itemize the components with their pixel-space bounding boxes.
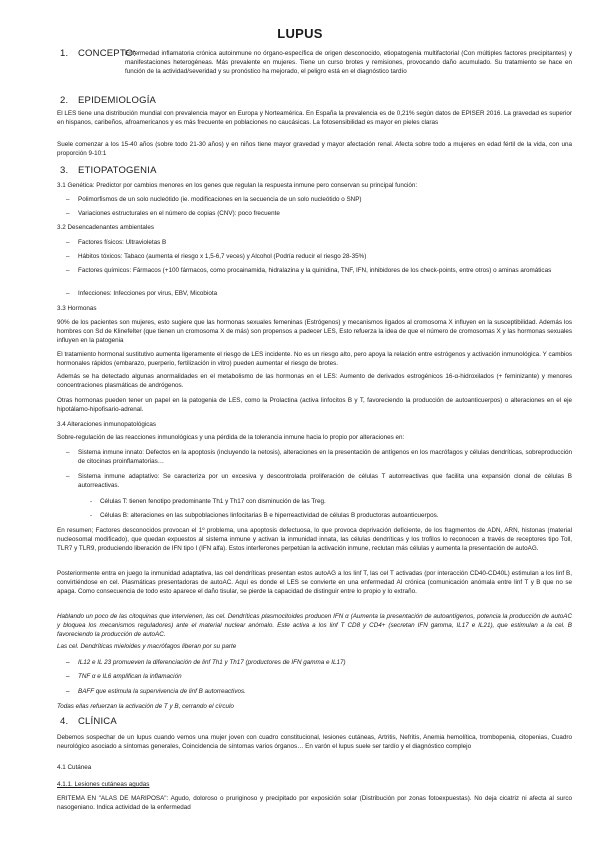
list-item: – TNF α e IL6 amplifican la inflamación xyxy=(78,673,572,682)
hormonas-paragraph-3: Además se ha detectado algunas anormalidades en el metabolismo de las hormonas en el LES: Aumento de derivados estrogénicos 16-α-hidroxilados (+ feminizante) y menores concentraciones plasmáticas de andrógenos. xyxy=(57,373,572,389)
section-3-heading: 3. ETIOPATOGENIA xyxy=(60,165,157,176)
inmuno-intro: Sobre-regulación de las reacciones inmunológicas y una pérdida de la tolerancia inmune hacia lo propio por alteraciones en: xyxy=(57,434,405,441)
section-1-text: Enfermedad inflamatoria crónica autoinmune no órgano-específica de origen desconocido, etiopatogenia multifactorial (Con múltiples factores precipitantes) y manifestaciones heterogéneas. Más prevalente en mujeres. Tiene un curso brotes y remisiones, provocando daño acumulado. Su tratamiento se hace en función de la actividad/severidad y su pronóstico ha mejorado, el peligro está en el diagnóstico tardío xyxy=(125,50,572,75)
list-item: – BAFF que estimula la supervivencia de linf B autorreactivos. xyxy=(78,688,572,697)
list-item: – Infecciones: Infecciones por virus, EBV, Micobiota xyxy=(78,290,572,299)
inmuno-resumen: En resumen; Factores desconocidos provocan el 1º problema, una apoptosis defectuosa, lo que provoca deprivación deficiente, de los fragmentos de ADN, ARN, histonas (material nucleosomal modificado), que quedan expuestos al sistema inmune y activan la inmunidad innata, las células dendríticas y los trofilos lo reconocen a través de receptores tipo Toll, TLR7 y TLR9, produciendo liberación de IFN tipo I (IFN alfa). Estos interferones perpetúan la activación inmune, reclutan más células y aumenta la presentación de autoAG. xyxy=(57,527,572,552)
list-item: – Hábitos tóxicos: Tabaco (aumenta el riesgo x 1,5-6,7 veces) y Alcohol (Podría reducir el riesgo 28-35%) xyxy=(78,253,572,262)
section-2-paragraph-1: El LES tiene una distribución mundial con prevalencia mayor en Europa y Norteamérica. En España la prevalencia es de 0,21% según datos de EPISER 2016. La gravedad es superior en hispanos, caribeños, afroamericanos y es más frecuente en poblaciones no caucásicas. La fotosensibilidad es mayor en pieles claras xyxy=(57,110,572,126)
list-item: – Sistema inmune innato: Defectos en la apoptosis (incluyendo la netosis), alteraciones en la presentación de antígenos en los macrófagos y células dendríticas, sobreproducción de citocinas proinflamatorias… xyxy=(78,449,572,467)
eritema-paragraph: ERITEMA EN "ALAS DE MARIPOSA": Agudo, doloroso o pruriginoso y precipitado por exposición solar (Distribución por zonas fotoexpuestas). No deja cicatriz ni afecta al surco nasogeniano. Indica actividad de la enfermedad xyxy=(57,795,572,811)
subsection-lesiones-agudas: 4.1.1. Lesiones cutáneas agudas xyxy=(57,781,150,788)
subsection-genetica: 3.1 Genética: Predictor por cambios menores en los genes que regulan la respuesta inmune pero conservan su principal función: xyxy=(57,182,418,189)
section-1-heading: 1. CONCEPTO: xyxy=(60,48,137,59)
subsection-inmunopatologicas: 3.4 Alteraciones inmunopatológicas xyxy=(57,421,157,428)
section-4-heading: 4. CLÍNICA xyxy=(60,716,117,727)
inmuno-cierre: Todas ellas refuerzan la activación de T y B, cerrando el círculo xyxy=(57,703,234,710)
section-2-heading: 2. EPIDEMIOLOGÍA xyxy=(60,95,157,106)
list-item: – Factores físicos: Ultravioletas B xyxy=(78,239,572,248)
list-item: – Polimorfismos de un solo nucleótido (ie. modificaciones en la secuencia de un solo nucleótido o SNP) xyxy=(78,196,572,205)
inmuno-mieloides: Las cel. Dendríticas mieloides y macrófagos liberan por su parte xyxy=(57,643,237,650)
list-item: – Sistema inmune adaptativo: Se caracteriza por un excesiva y descontrolada proliferación de células T autorreactivas que facilita una expansión clonal de células B autorreactivas. xyxy=(78,473,572,491)
subsection-ambientales: 3.2 Desencadenantes ambientales xyxy=(57,224,154,231)
clinica-paragraph: Debemos sospechar de un lupus cuando vemos una mujer joven con cuadro constitucional, lesiones cutáneas, Artritis, Nefritis, Anemia hemolítica, trombopenia, citopenias, Cuadro neurológico asociado a síntomas generales, Coincidencia de síntomas varios órganos… En varón el lupus suele ser tardío y el diagnóstico complejo xyxy=(57,734,572,750)
inmuno-citoquinas: Hablando un poco de las citoquinas que intervienen, las cel. Dendríticas plasmocitoides producen IFN α (Aumenta la presentación de autoantígenos, potencia la producción de autoAC y bloquea los mecanismos reguladores) ante el material nuclear anómalo. Este activa a los linf T CD8 y CD4+ (secretan IFN gamma, IL17 e IL21), que estimulan a la cel. B favoreciendo la producción de autoAC. xyxy=(57,613,572,638)
inmuno-adaptativa: Posteriormente entra en juego la inmunidad adaptativa, las cel dendríticas presentan estos autoAG a los linf T, las cel T activadas (por interacción CD40-CD40L) estimulan a los linf B, convirtiéndose en cel. Plasmáticas presentadoras de autoAC. Aquí es donde el LES se convierte en una enfermedad AI crónica (comunicación anómala entre linf T y B que no se apaga. Como consecuencia de todo esto aparece el daño tisular, se pierde la capacidad de distinguir entre lo propio y lo extraño. xyxy=(57,570,572,595)
hormonas-paragraph-1: 90% de los pacientes son mujeres, esto sugiere que las hormonas sexuales femeninas (Estrógenos) y mecanismos ligados al cromosoma X influyen en la susceptibilidad. Además los hombres con Sd de Klinefelter (que tienen un cromosoma X de más) son propensos a padecer LES, Esto refuerza la idea de que el número de cromosomas X y las hormonas sexuales influyen en la patogenia xyxy=(57,319,572,344)
list-item: – Variaciones estructurales en el número de copias (CNV): poco frecuente xyxy=(78,210,572,219)
list-item: - Células B: alteraciones en las subpoblaciones linfocitarias B e hiperreactividad de células B productoras autoanticuerpos. xyxy=(100,512,572,521)
subsection-cutanea: 4.1 Cutánea xyxy=(57,764,92,771)
section-2-paragraph-2: Suele comenzar a los 15-40 años (sobre todo 21-30 años) y en niños tiene mayor gravedad y mayor afectación renal. Afecta sobre todo a mujeres en edad fértil de la vida, con una proporción 9-10:1 xyxy=(57,141,572,157)
subsection-hormonas: 3.3 Hormonas xyxy=(57,305,97,312)
hormonas-paragraph-4: Otras hormonas pueden tener un papel en la patogenia de LES, como la Prolactina (activa linfocitos B y T, favoreciendo la producción de autoanticuerpos) o alteraciones en el eje hipotálamo-hipofisario-adrenal. xyxy=(57,397,572,413)
list-item: – IL12 e IL 23 promueven la diferenciación de linf Th1 y Th17 (productores de IFN gamma e IL17) xyxy=(78,659,572,668)
page-title: LUPUS xyxy=(277,26,323,41)
list-item: – Factores químicos: Fármacos (+100 fármacos, como procainamida, hidralazina y la quinidina, TNF, IFN, inhibidores de los check-points, entre otros) o aminas aromáticas xyxy=(78,267,572,276)
list-item: - Células T: tienen fenotipo predominante Th1 y Th17 con disminución de las Treg. xyxy=(100,498,572,507)
hormonas-paragraph-2: El tratamiento hormonal sustitutivo aumenta ligeramente el riesgo de LES incidente. No es un riesgo alto, pero apoya la relación entre estrógenos y activación inmunológica. Y cambios hormonales rápidos (embarazo, puerperio, fertilización in vitro) pueden aumentar el riesgo de brotes. xyxy=(57,351,572,367)
